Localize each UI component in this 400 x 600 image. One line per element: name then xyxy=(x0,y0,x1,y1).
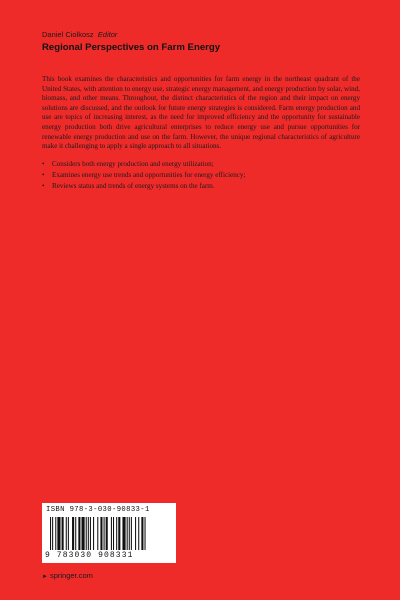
barcode-bar xyxy=(68,517,69,550)
barcode-bar xyxy=(104,517,105,550)
barcode-bar xyxy=(75,517,76,550)
barcode-bar xyxy=(127,517,128,550)
barcode-bar xyxy=(86,517,87,550)
feature-item xyxy=(42,171,360,181)
barcode-bar xyxy=(138,517,139,550)
barcode-bar xyxy=(78,517,80,550)
book-title: Regional Perspectives on Farm Energy xyxy=(42,42,221,53)
bullet-icon: • xyxy=(42,159,45,168)
barcode-bar xyxy=(129,517,130,550)
barcode-bar xyxy=(72,517,74,550)
barcode-bar xyxy=(122,517,125,550)
editor-name: Daniel Ciolkosz xyxy=(42,30,94,39)
barcode-bar xyxy=(111,517,112,550)
barcode-bar xyxy=(88,517,89,550)
barcode-bar xyxy=(66,517,67,550)
feature-text: Examines energy use trends and opportunities for energy efficiency; xyxy=(52,170,246,179)
feature-text: Considers both energy production and energy utilization; xyxy=(52,159,214,168)
feature-text: Reviews status and trends of energy systems on the farm. xyxy=(52,181,215,190)
editor-line xyxy=(42,30,370,40)
bullet-icon: • xyxy=(42,181,45,190)
book-description xyxy=(42,75,360,193)
feature-item xyxy=(42,160,360,170)
barcode-bar xyxy=(62,517,64,550)
feature-list xyxy=(42,160,360,192)
barcode-bar xyxy=(116,517,117,550)
description-paragraph: This book examines the characteristics and opportunities for farm energy in the northeast quadrant of the United States, with attention to energy use, strategic energy management, and energy production by solar, wind, biomass, and other means. Throughout, the distinct characteristics of the region and their impact on energy solutions are discussed, and the outlook for future energy strategies is considered. Farm energy production and use are topics of increasing interest, as the need for improved efficiency and the opportunity for sustainable energy production both drive agricultural enterprises to reduce energy use and pursue opportunities for renewable energy production and use on the farm. However, the unique regional characteristics of agriculture make it challenging to apply a single approach to all situations. xyxy=(42,75,360,151)
barcode-graphic xyxy=(50,517,168,555)
publisher-url: springer.com xyxy=(49,571,93,580)
isbn-label: ISBN 978-3-030-90833-1 xyxy=(46,506,150,514)
barcode-bar xyxy=(141,517,143,550)
arrow-right-icon: ► xyxy=(42,574,48,580)
barcode-number: 9 783030 908331 xyxy=(45,551,134,560)
barcode-bar xyxy=(50,517,51,550)
barcode-bar xyxy=(52,517,53,550)
barcode-bar xyxy=(106,517,108,550)
barcode-bar xyxy=(57,517,60,550)
isbn-barcode xyxy=(42,503,176,563)
barcode-bar xyxy=(145,517,146,550)
barcode-bar xyxy=(90,517,91,550)
barcode-bar xyxy=(113,517,114,550)
barcode-bar xyxy=(55,517,56,550)
barcode-bar xyxy=(118,517,120,550)
barcode-bar xyxy=(97,517,98,550)
barcode-bar xyxy=(135,517,136,550)
barcode-bar xyxy=(82,517,85,550)
feature-item xyxy=(42,182,360,192)
bullet-icon: • xyxy=(42,170,45,179)
barcode-bar xyxy=(131,517,132,550)
barcode-bar xyxy=(93,517,94,550)
barcode-bar xyxy=(100,517,102,550)
cover-header xyxy=(42,30,370,54)
editor-role: Editor xyxy=(97,30,118,39)
publisher-link[interactable] xyxy=(42,571,93,580)
